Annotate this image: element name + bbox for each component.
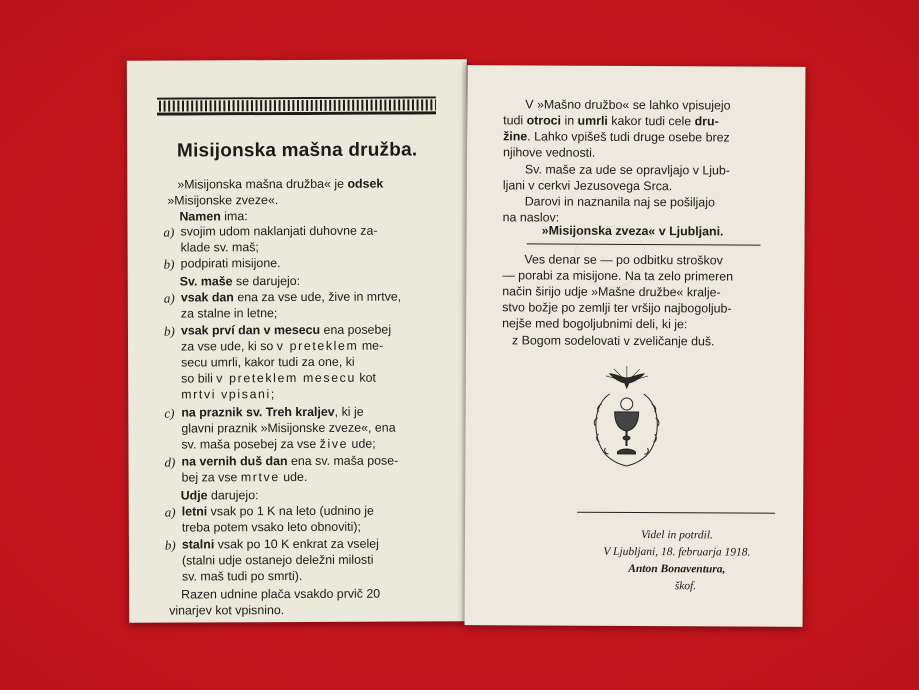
list-item-text: klade sv. maš; [180, 240, 259, 255]
udje-heading: Udje darujejo: [180, 488, 259, 503]
list-item-text: svojim udom naklanjati duhovne za- [180, 223, 378, 239]
list-marker: a) [164, 504, 176, 520]
paragraph-1-line-2: tudi otroci in umrli kakor tudi cele dru- [503, 113, 719, 129]
paragraph-3-line-2: na naslov: [502, 210, 560, 225]
list-item-text: podpirati misijone. [180, 256, 281, 271]
mase-heading: Sv. maše se darujejo: [179, 273, 301, 289]
list-item-text: vsak prví dan v mesecu ena posebej [180, 322, 392, 338]
list-item-text: na praznik sv. Treh kraljev, ki je [181, 404, 364, 420]
approval-date: V Ljubljani, 18. februarja 1918. [603, 545, 751, 559]
closing-line-1: Razen udnine plača vsakdo prvič 20 [181, 586, 381, 602]
list-item-text: sv. maš tudi po smrti). [181, 568, 303, 584]
list-item-text: secu umrli, kakor tudi za one, ki [181, 354, 355, 370]
address: »Misijonska zveza« v Ljubljani. [541, 223, 724, 239]
paragraph-4-line-2: — porabi za misijone. Na ta zelo primeren [502, 268, 734, 284]
list-item-text: glavni praznik »Misijonske zveze«, ena [181, 420, 396, 436]
paragraph-4-line-4: stvo božje po zemlji ter vršijo najbogoljub- [502, 300, 732, 316]
list-item-text: mrtvi vpisani; [181, 387, 275, 402]
approval-title: škof. [674, 580, 697, 593]
paragraph-2-line-1: Sv. maše za ude se opravljajo v Ljub- [524, 162, 730, 178]
list-item-text: so bili v preteklem mesecu kot [181, 370, 376, 386]
list-marker: c) [164, 405, 175, 421]
namen-heading: Namen ima: [179, 209, 248, 224]
list-item-text: na vernih duš dan ena sv. maša pose- [181, 453, 399, 469]
paragraph-3-line-1: Darovi in naznanila naj se pošiljajo [524, 194, 715, 210]
list-marker: d) [164, 454, 176, 470]
paragraph-4-line-3: način širijo udje »Mašne družbe« kralje- [502, 284, 721, 300]
intro-line-2: »Misijonske zveze«. [167, 193, 279, 208]
approval-signatory: Anton Bonaventura, [628, 562, 726, 576]
list-marker: a) [163, 224, 175, 240]
paragraph-1-line-3: žine. Lahko vpišeš tudi druge osebe brez [503, 129, 730, 145]
page-title: Misijonska mašna družba. [176, 139, 418, 162]
list-item-text: stalni vsak po 10 K enkrat za vselej [181, 536, 379, 552]
list-item-text: letni vsak po 1 K na leto (udnino je [181, 503, 374, 519]
list-item-text: sv. maša posebej za vse žive ude; [181, 436, 376, 452]
list-marker: b) [163, 323, 175, 339]
decorative-border-ornament [157, 96, 436, 115]
list-item-text: za vse ude, ki so v preteklem me- [180, 338, 384, 354]
closing-line-2: vinarjev kot vpisnino. [169, 603, 285, 618]
intro-line-1: »Misijonska mašna družba« je odsek [177, 176, 384, 192]
list-item-text: za stalne in letne; [180, 306, 278, 321]
signature-rule [577, 512, 775, 514]
left-page [127, 59, 469, 622]
list-marker: b) [164, 537, 176, 553]
approval-line-1: Videl in potrdil. [641, 529, 713, 542]
paragraph-5: z Bogom sodelovati v zveličanje duš. [511, 333, 715, 349]
paragraph-1-line-4: njihove vednosti. [502, 145, 596, 160]
list-item-text: vsak dan ena za vse ude, žive in mrtve, [180, 289, 402, 305]
chalice-dove-icon [583, 364, 670, 476]
list-item-text: treba potem vsako leto obnoviti); [181, 519, 361, 535]
paragraph-2-line-2: ljani v cerkvi Jezusovega Srca. [502, 178, 673, 194]
list-item-text: bej za vse mrtve ude. [181, 469, 308, 485]
paragraph-4-line-5: nejše med bogoljubnimi deli, ki je: [502, 316, 688, 332]
list-marker: a) [163, 290, 175, 306]
list-item-text: (stalni udje ostanejo deležni milosti [181, 552, 374, 568]
paragraph-4-line-1: Ves denar se — po odbitku stroškov [524, 252, 723, 268]
right-page [465, 65, 806, 627]
list-marker: b) [163, 256, 175, 272]
paragraph-1-line-1: V »Mašno družbo« se lahko vpisujejo [525, 97, 731, 113]
